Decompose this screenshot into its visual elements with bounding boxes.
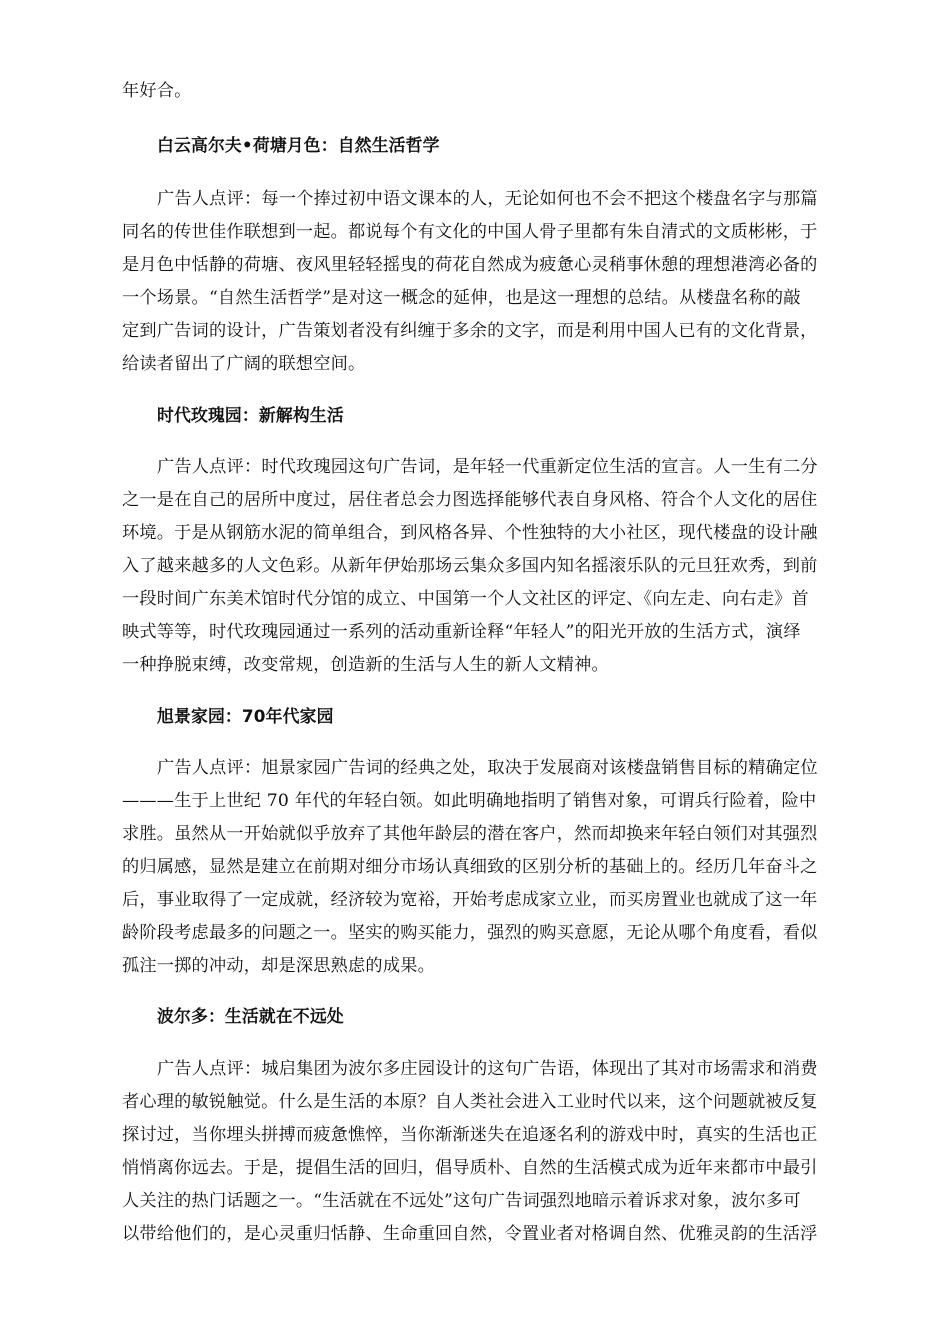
- paragraph-line: 龄阶段考虑最多的问题之一。坚实的购买能力，强烈的购买意愿，无论从哪个角度看，看似: [122, 923, 818, 943]
- intro-line: 年好合。: [122, 81, 192, 101]
- paragraph-line: 一段时间广东美术馆时代分馆的成立、中国第一个人文社区的评定、《向左走、向右走》首: [122, 589, 809, 609]
- paragraph-line: 一种挣脱束缚，改变常规，创造新的生活与人生的新人文精神。: [122, 655, 609, 675]
- paragraph-line: 广告人点评：每一个捧过初中语文课本的人，无论如何也不会不把这个楼盘名字与那篇: [157, 189, 818, 209]
- paragraph-line: 悄悄离你远去。于是，提倡生活的回归，倡导质朴、自然的生活模式成为近年来都市中最引: [122, 1158, 818, 1178]
- paragraph-line: 定到广告词的设计，广告策划者没有纠缠于多余的文字，而是利用中国人已有的文化背景，: [122, 321, 818, 341]
- paragraph-line: 给读者留出了广阔的联想空间。: [122, 354, 366, 374]
- paragraph-line: 之一是在自己的居所中度过，居住者总会力图选择能够代表自身风格、符合个人文化的居住: [122, 490, 818, 510]
- paragraph-line: ———生于上世纪 70 年代的年轻白领。如此明确地指明了销售对象，可谓兵行险着，险中: [122, 791, 817, 811]
- paragraph-line: 后，事业取得了一定成就，经济较为宽裕，开始考虑成家立业，而买房置业也就成了这一年: [122, 890, 818, 910]
- paragraph-line: 广告人点评：时代玫瑰园这句广告词，是年轻一代重新定位生活的宣言。人一生有二分: [157, 457, 818, 477]
- paragraph-line: 同名的传世佳作联想到一起。都说每个有文化的中国人骨子里都有朱自清式的文质彬彬，于: [122, 222, 818, 242]
- paragraph-line: 者心理的敏锐触觉。什么是生活的本原？自人类社会进入工业时代以来，这个问题就被反复: [122, 1092, 818, 1112]
- section-heading: 波尔多：生活就在不远处: [157, 1006, 344, 1026]
- paragraph-line: 一个场景。“自然生活哲学”是对这一概念的延伸，也是这一理想的总结。从楼盘名称的敲: [122, 288, 801, 308]
- paragraph-line: 是月色中恬静的荷塘、夜风里轻轻摇曳的荷花自然成为疲惫心灵稍事休憩的理想港湾必备的: [122, 255, 818, 275]
- section-heading: 旭景家园：70年代家园: [157, 706, 334, 726]
- paragraph-line: 广告人点评：城启集团为波尔多庄园设计的这句广告语，体现出了其对市场需求和消费: [157, 1059, 818, 1079]
- paragraph-line: 的归属感，显然是建立在前期对细分市场认真细致的区别分析的基础上的。经历几年奋斗之: [122, 857, 818, 877]
- paragraph-line: 求胜。虽然从一开始就似乎放弃了其他年龄层的潜在客户，然而却换来年轻白领们对其强烈: [122, 824, 818, 844]
- paragraph-line: 探讨过，当你埋头拼搏而疲惫憔悴，当你渐渐迷失在追逐名利的游戏中时，真实的生活也正: [122, 1125, 818, 1145]
- section-heading: 白云高尔夫•荷塘月色：自然生活哲学: [157, 135, 440, 155]
- paragraph-line: 孤注一掷的冲动，却是深思熟虑的成果。: [122, 956, 435, 976]
- section-heading: 时代玫瑰园：新解构生活: [157, 405, 344, 425]
- paragraph-line: 入了越来越多的人文色彩。从新年伊始那场云集众多国内知名摇滚乐队的元旦狂欢秀，到前: [122, 556, 818, 576]
- paragraph-line: 人关注的热门话题之一。“生活就在不远处”这句广告词强烈地暗示着诉求对象，波尔多可: [122, 1191, 801, 1211]
- paragraph-line: 环境。于是从钢筋水泥的简单组合，到风格各异、个性独特的大小社区，现代楼盘的设计融: [122, 523, 818, 543]
- paragraph-line: 广告人点评：旭景家园广告词的经典之处，取决于发展商对该楼盘销售目标的精确定位: [157, 758, 818, 778]
- paragraph-line: 映式等等，时代玫瑰园通过一系列的活动重新诠释“年轻人”的阳光开放的生活方式，演绎: [122, 622, 801, 642]
- paragraph-line: 以带给他们的，是心灵重归恬静、生命重回自然，令置业者对格调自然、优雅灵韵的生活浮: [122, 1224, 818, 1244]
